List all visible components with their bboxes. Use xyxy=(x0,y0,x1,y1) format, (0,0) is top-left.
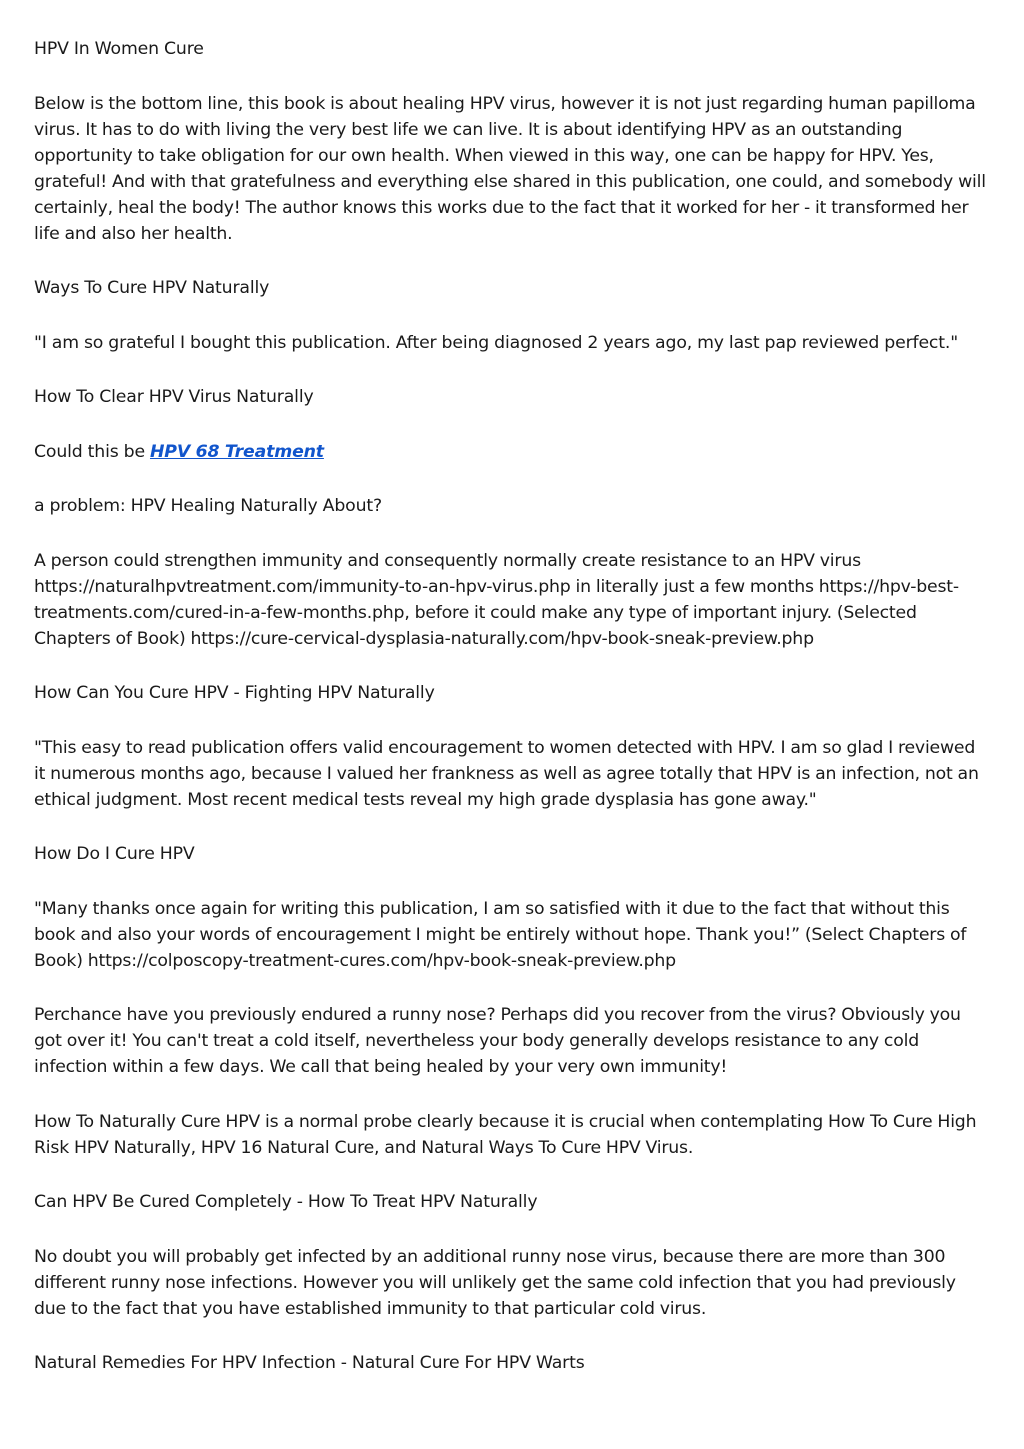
heading-ways-to-cure: Ways To Cure HPV Naturally xyxy=(34,278,270,298)
heading-how-can-you-cure: How Can You Cure HPV - Fighting HPV Naturally xyxy=(34,683,435,703)
quote-grateful: "I am so grateful I bought this publication. After being diagnosed 2 years ago, my last pap reviewed perfect." xyxy=(34,332,959,353)
paragraph-no-doubt: No doubt you will probably get infected by an additional runny nose virus, because there are more than 300 different runny nose infections. However you will unlikely get the same cold infection that you had previously due to the fact that you have established immunity to that particular cold virus. xyxy=(34,1246,956,1319)
heading-natural-remedies: Natural Remedies For HPV Infection - Natural Cure For HPV Warts xyxy=(34,1353,585,1373)
heading-how-to-clear: How To Clear HPV Virus Naturally xyxy=(34,387,314,407)
paragraph-runny-nose: Perchance have you previously endured a runny nose? Perhaps did you recover from the virus? Obviously you got over it! You can't treat a cold itself, nevertheless your body generally develops resistance to any cold infection within a few days. We call that being healed by your very own immunity! xyxy=(34,1005,961,1077)
heading-a-problem: a problem: HPV Healing Naturally About? xyxy=(34,496,383,516)
heading-how-do-i-cure: How Do I Cure HPV xyxy=(34,844,195,864)
quote-easy-to-read: "This easy to read publication offers valid encouragement to women detected with HPV. I am so glad I reviewed it numerous months ago, because I valued her frankness as well as agree totally that HPV is an infection, not an ethical judgment. Most recent medical tests reveal my high grade dysplasia has gone away." xyxy=(34,737,979,810)
heading-cured-completely: Can HPV Be Cured Completely - How To Treat HPV Naturally xyxy=(34,1192,538,1212)
paragraph-bottom-line: Below is the bottom line, this book is about healing HPV virus, however it is not just regarding human papilloma virus. It has to do with living the very best life we can live. It is about identifying HPV as an outstanding opportunity to take obligation for our own health. When viewed in this way, one can be happy for HPV. Yes, grateful! And with that gratefulness and everything else shared in this publication, one could, and somebody will certainly, heal the body! The author knows this works due to the fact that it worked for her - it transformed her life and also her health. xyxy=(34,93,986,244)
paragraph-strengthen-immunity: A person could strengthen immunity and consequently normally create resistance to an HPV virus https://naturalhpvtreatment.com/immunity-to-an-hpv-virus.php in literally just a few months https://hpv-best-treatments.com/cured-in-a-few-months.php, before it could make any type of important injury. (Selected Chapters of Book) https://cure-cervical-dysplasia-naturally.com/hpv-book-sneak-preview.php xyxy=(34,550,959,649)
hpv-68-treatment-link[interactable]: HPV 68 Treatment xyxy=(149,441,324,462)
link-prefix-text: Could this be xyxy=(34,441,150,462)
paragraph-naturally-cure: How To Naturally Cure HPV is a normal probe clearly because it is crucial when contemplating How To Cure High Risk HPV Naturally, HPV 16 Natural Cure, and Natural Ways To Cure HPV Virus. xyxy=(34,1111,977,1158)
quote-many-thanks: "Many thanks once again for writing this publication, I am so satisfied with it due to the fact that without this book and also your words of encouragement I might be entirely without hope. Thank you!” (Select Chapters of Book) https://colposcopy-treatment-cures.com/hpv-book-sneak-preview.php xyxy=(34,898,967,971)
heading-hpv-in-women-cure: HPV In Women Cure xyxy=(34,39,204,59)
paragraph-could-this-be xyxy=(34,439,990,465)
